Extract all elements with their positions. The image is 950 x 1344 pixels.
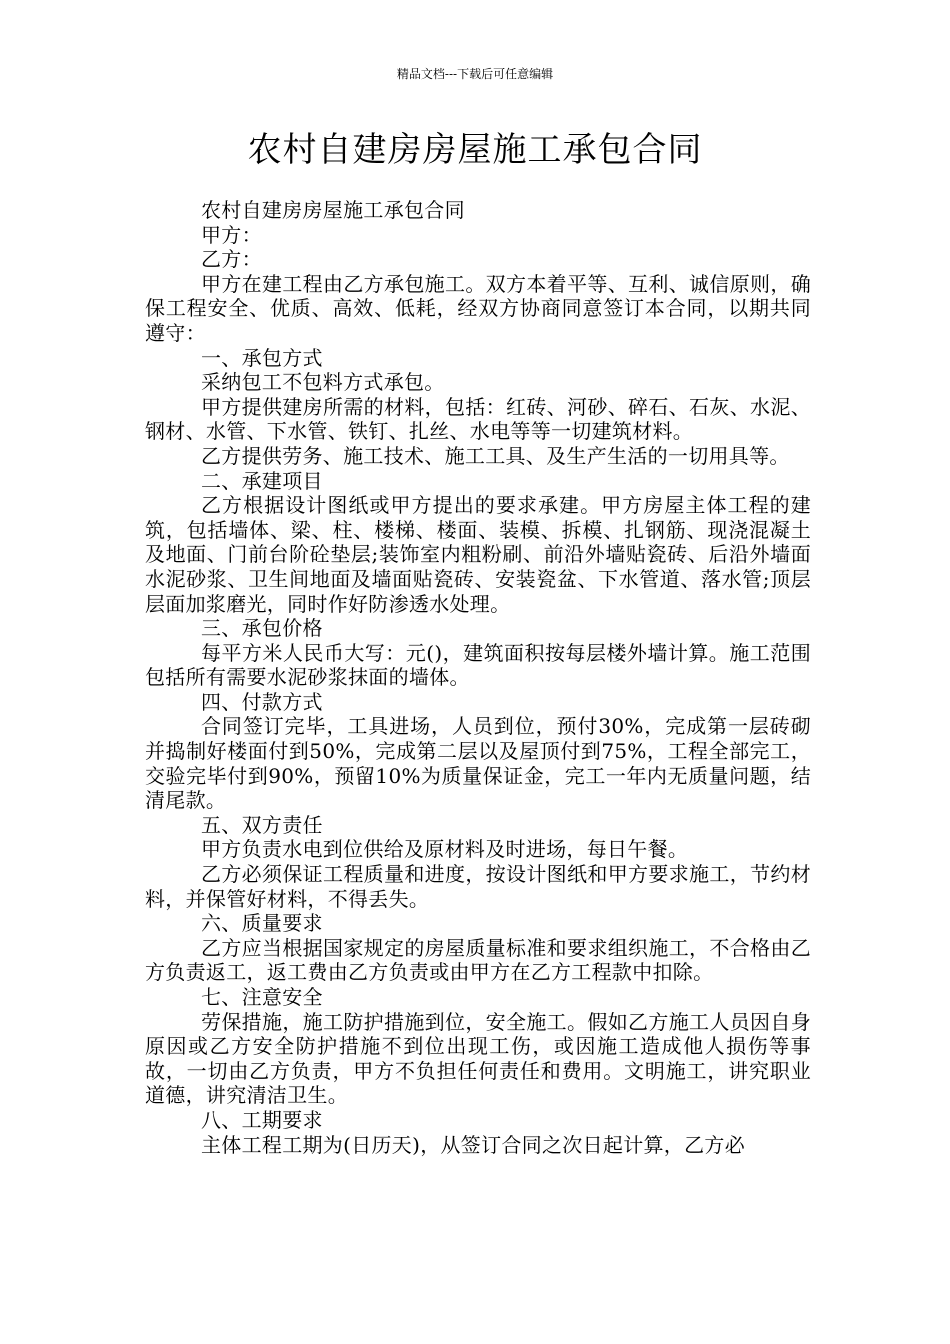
section-2-paragraph-1: 乙方根据设计图纸或甲方提出的要求承建。甲方房屋主体工程的建筑，包括墙体、梁、柱、楼梯、楼面、装模、拆模、扎钢筋、现浇混凝土及地面、门前台阶砼垫层;装饰室内粗粉刷、前沿外墙贴瓷砖、后沿外墙面水泥砂浆、卫生间地面及墙面贴瓷砖、安装瓷盆、下水管道、落水管;顶层层面加浆磨光，同时作好防渗透水处理。 bbox=[145, 493, 811, 616]
contract-name-line: 农村自建房房屋施工承包合同 bbox=[201, 198, 465, 222]
section-1-paragraph-3: 乙方提供劳务、施工技术、施工工具、及生产生活的一切用具等。 bbox=[201, 443, 790, 468]
section-6-paragraph-1: 乙方应当根据国家规定的房屋质量标准和要求组织施工，不合格由乙方负责返工，返工费由乙方负责或由甲方在乙方工程款中扣除。 bbox=[145, 935, 811, 985]
section-heading-4: 四、付款方式 bbox=[201, 689, 323, 714]
section-7-paragraph-1: 劳保措施，施工防护措施到位，安全施工。假如乙方施工人员因自身原因或乙方安全防护措施不到位出现工伤，或因施工造成他人损伤等事故，一切由乙方负责，甲方不负担任何责任和费用。文明施工，讲究职业道德，讲究清洁卫生。 bbox=[145, 1009, 811, 1108]
document-title: 农村自建房房屋施工承包合同 bbox=[247, 130, 703, 170]
page-header-note: 精品文档---下载后可任意编辑 bbox=[396, 67, 554, 81]
section-heading-1: 一、承包方式 bbox=[201, 345, 323, 370]
section-heading-3: 三、承包价格 bbox=[201, 616, 323, 641]
section-4-paragraph-1: 合同签订完毕，工具进场，人员到位，预付30%，完成第一层砖砌并捣制好楼面付到50%，完成第二层以及屋顶付到75%，工程全部完工，交验完毕付到90%，预留10%为质量保证金，完工一年内无质量问题，结清尾款。 bbox=[145, 714, 811, 813]
section-8-paragraph-1: 主体工程工期为(日历天)，从签订合同之次日起计算，乙方必 bbox=[201, 1132, 746, 1157]
document-body bbox=[145, 198, 811, 1157]
section-5-paragraph-2: 乙方必须保证工程质量和进度，按设计图纸和甲方要求施工，节约材料，并保管好材料，不得丢失。 bbox=[145, 862, 811, 911]
party-b-line: 乙方： bbox=[201, 247, 262, 272]
party-a-line: 甲方： bbox=[201, 222, 262, 247]
section-5-paragraph-1: 甲方负责水电到位供给及原材料及时进场，每日午餐。 bbox=[201, 837, 689, 862]
section-heading-6: 六、质量要求 bbox=[201, 911, 323, 936]
section-3-paragraph-1: 每平方米人民币大写：元()，建筑面积按每层楼外墙计算。施工范围包括所有需要水泥砂浆抹面的墙体。 bbox=[145, 640, 811, 690]
section-heading-2: 二、承建项目 bbox=[201, 468, 323, 493]
preamble-paragraph: 甲方在建工程由乙方承包施工。双方本着平等、互利、诚信原则，确保工程安全、优质、高效、低耗，经双方协商同意签订本合同，以期共同遵守： bbox=[145, 271, 811, 345]
section-heading-5: 五、双方责任 bbox=[201, 812, 323, 837]
section-heading-8: 八、工期要求 bbox=[201, 1107, 323, 1132]
section-heading-7: 七、注意安全 bbox=[201, 985, 323, 1009]
section-1-paragraph-1: 采纳包工不包料方式承包。 bbox=[201, 370, 445, 395]
section-1-paragraph-2: 甲方提供建房所需的材料，包括：红砖、河砂、碎石、石灰、水泥、钢材、水管、下水管、铁钉、扎丝、水电等等一切建筑材料。 bbox=[145, 394, 811, 444]
